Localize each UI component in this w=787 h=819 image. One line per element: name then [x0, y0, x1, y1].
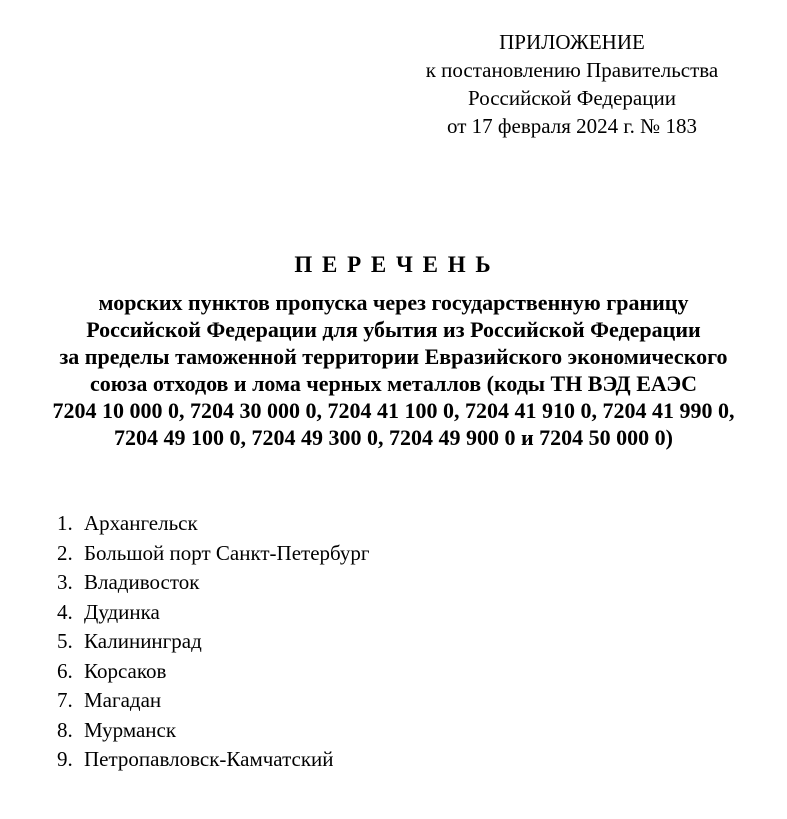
- document-subtitle: [0, 289, 787, 451]
- list-item: [57, 686, 787, 716]
- annex-reference-line: Российской Федерации: [468, 86, 676, 110]
- item-number: 6.: [57, 658, 73, 683]
- item-number: 9.: [57, 747, 73, 771]
- list-item: [57, 568, 787, 598]
- subtitle-line: за пределы таможенной территории Евразийского экономического: [59, 344, 728, 369]
- subtitle-line: морских пунктов пропуска через государственную границу: [98, 290, 689, 315]
- item-number: 4.: [57, 599, 73, 624]
- list-item: [57, 598, 787, 628]
- annex-reference-line: к постановлению Правительства: [425, 58, 719, 82]
- port-name: Корсаков: [84, 658, 167, 683]
- list-item: [57, 716, 787, 746]
- port-name: Калининград: [84, 629, 202, 653]
- document-title: П Е Р Е Ч Е Н Ь: [294, 252, 493, 277]
- port-name: Дудинка: [84, 599, 160, 624]
- subtitle-line: союза отходов и лома черных металлов (коды ТН ВЭД ЕАЭС: [89, 371, 698, 396]
- annex-reference-line: ПРИЛОЖЕНИЕ: [499, 30, 645, 54]
- item-number: 2.: [57, 540, 73, 565]
- ports-list: [57, 509, 787, 775]
- port-name: Владивосток: [84, 570, 200, 594]
- subtitle-line: 7204 49 100 0, 7204 49 300 0, 7204 49 900 0 и 7204 50 000 0): [113, 425, 673, 450]
- annex-reference-block: [402, 28, 742, 140]
- list-item: [57, 745, 787, 775]
- list-item: [57, 627, 787, 657]
- list-item: [57, 657, 787, 687]
- item-number: 5.: [57, 629, 73, 653]
- list-item: [57, 539, 787, 569]
- annex-reference-line: от 17 февраля 2024 г. № 183: [447, 114, 697, 138]
- item-number: 7.: [57, 688, 73, 712]
- port-name: Большой порт Санкт-Петербург: [84, 540, 370, 565]
- port-name: Мурманск: [84, 717, 177, 742]
- port-name: Архангельск: [84, 511, 198, 535]
- subtitle-line: 7204 10 000 0, 7204 30 000 0, 7204 41 100 0, 7204 41 910 0, 7204 41 990 0,: [52, 398, 735, 423]
- list-item: [57, 509, 787, 539]
- item-number: 1.: [57, 511, 73, 535]
- item-number: 8.: [57, 717, 73, 742]
- subtitle-line: Российской Федерации для убытия из Российской Федерации: [86, 317, 701, 342]
- port-name: Магадан: [84, 688, 162, 712]
- port-name: Петропавловск-Камчатский: [84, 747, 334, 771]
- item-number: 3.: [57, 570, 73, 594]
